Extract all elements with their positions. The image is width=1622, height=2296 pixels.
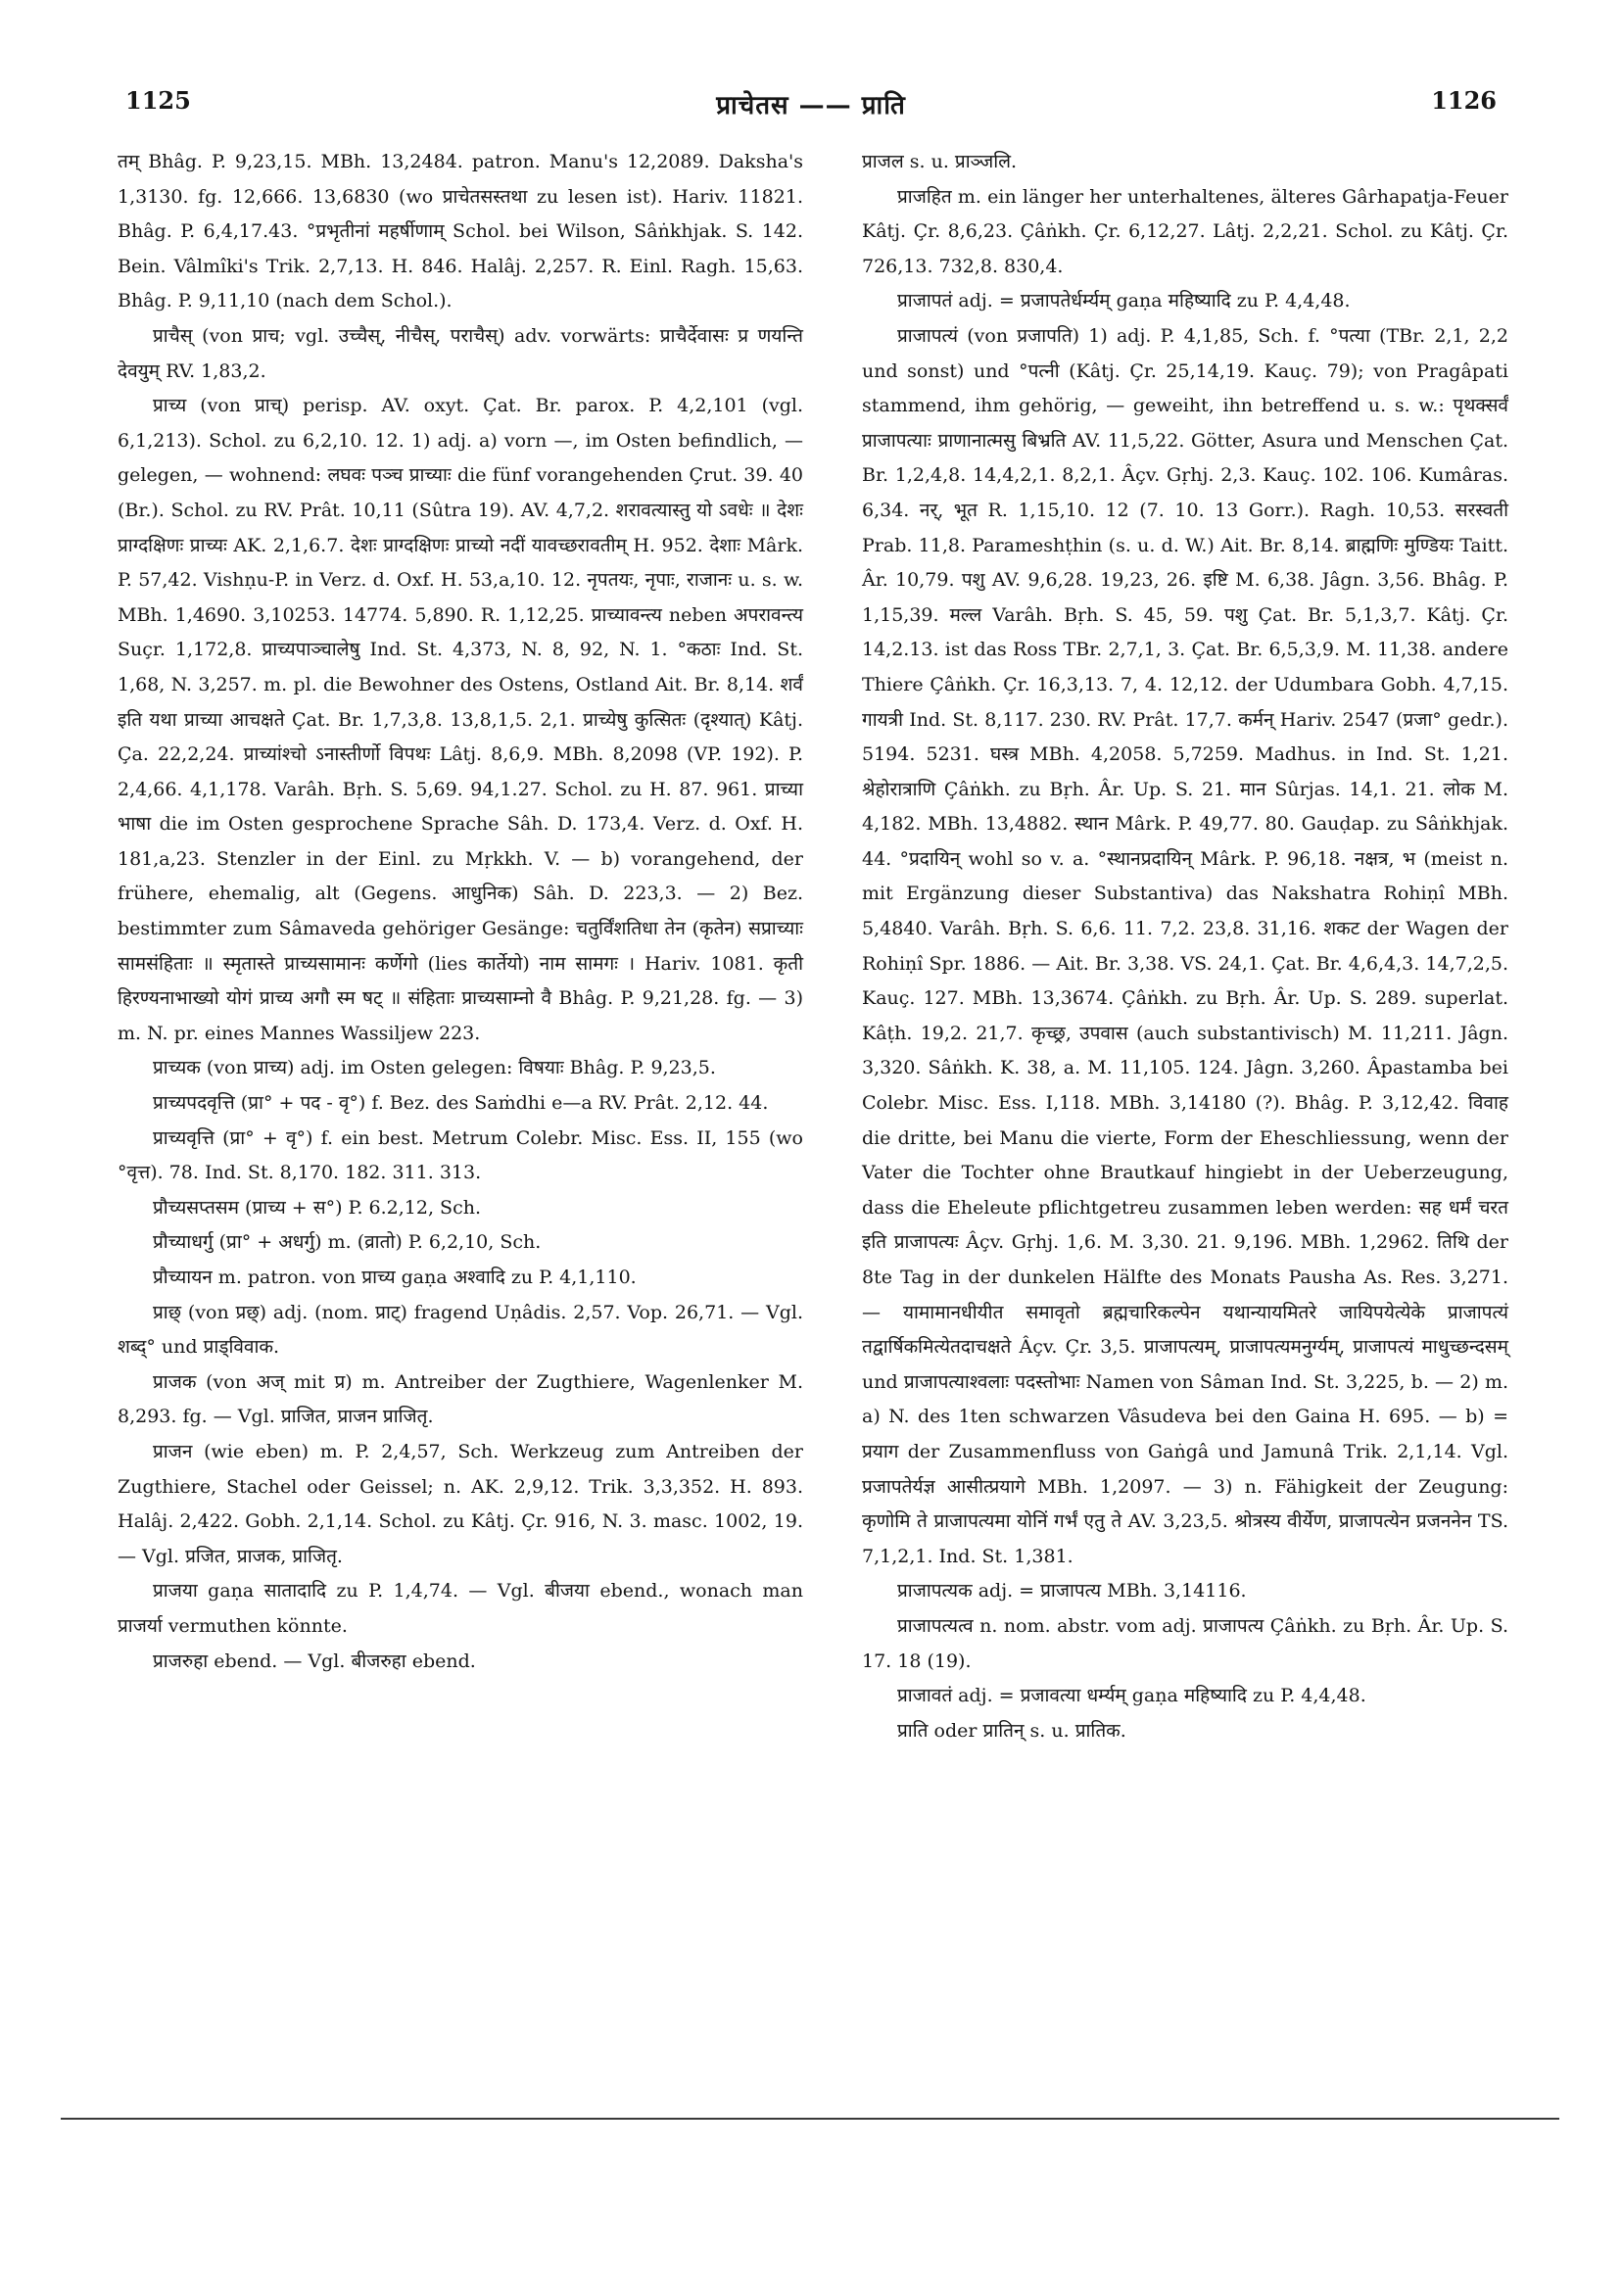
entry-prachais: प्राचैस् (von प्राच; vgl. उच्चैस्, नीचैस्, पराचैस्) adv. vorwärts: प्राचैर्देवासः प्र णयन्ति देवयुम् RV. 1,83,2. <box>118 324 803 382</box>
entry-prachyavritti: प्राच्यवृत्ति (प्रा° + वृ°) f. ein best. Metrum Colebr. Misc. Ess. II, 155 (wo °वृत्त). 78. Ind. St. 8,170. 182. 311. 313. <box>118 1126 803 1184</box>
page-number-left: 1125 <box>125 86 191 115</box>
entry-prajapata: प्राजापतं adj. = प्रजापतेर्धर्म्यम् gaṇa महिष्यादि zu P. 4,4,48. <box>897 290 1351 312</box>
entry-prati: प्राति oder प्रातिन् s. u. प्रातिक. <box>897 1719 1126 1742</box>
entry-prajana: प्राजन (wie eben) m. P. 2,4,57, Sch. Werkzeug zum Antreiben der Zugthiere, Stachel oder Geissel; n. AK. 2,9,12. Trik. 3,3,352. H. 893. Halâj. 2,422. Gobh. 2,1,14. Schol. zu Kâtj. Çr. 916, N. 3. masc. 1002, 19. — Vgl. प्रजित, प्राजक, प्राजितृ. <box>118 1440 803 1567</box>
entry-prach: प्राछ् (von प्रछ्) adj. (nom. प्राट्) fragend Uṇâdis. 2,57. Vop. 26,71. — Vgl. शब्द्° und प्राड्विवाक. <box>118 1301 803 1359</box>
entry-prachyadhargu: प्रौच्याधर्गु (प्रा° + अधर्गु) m. (व्रातो) P. 6,2,10, Sch. <box>153 1231 542 1254</box>
entry-prachyapadavritti: प्राच्यपदवृत्ति (प्रा° + पद - वृ°) f. Bez. des Saṁdhi e—a RV. Prât. 2,12. 44. <box>153 1092 769 1115</box>
right-column <box>862 145 1508 1748</box>
entry-prajaka: प्राजक (von अज् mit प्र) m. Antreiber der Zugthiere, Wagenlenker M. 8,293. fg. — Vgl. प्राजित, प्राजन प्राजितृ. <box>118 1370 803 1428</box>
running-head: प्राचेतस —— प्राति <box>716 91 906 120</box>
entry-prajahita: प्राजहित m. ein länger her unterhaltenes, älteres Gârhapatja-Feuer Kâtj. Çr. 8,6,23. Çâṅkh. Çr. 6,12,27. Lâtj. 2,2,21. Schol. zu Kâtj. Çr. 726,13. 732,8. 830,4. <box>862 185 1508 277</box>
entry-prajapatyatva: प्राजापत्यत्व n. nom. abstr. vom adj. प्राजापत्य Çâṅkh. zu Bṛh. Âr. Up. S. 17. 18 (19). <box>862 1614 1508 1672</box>
bottom-rule <box>61 2118 1559 2120</box>
entry-prachyaka: प्राच्यक (von प्राच्य) adj. im Osten gelegen: विषयाः Bhâg. P. 9,23,5. <box>153 1057 716 1079</box>
entry-prachetasa-cont: तम् Bhâg. P. 9,23,15. MBh. 13,2484. patron. Manu's 12,2089. Daksha's 1,3130. fg. 12,666. 13,6830 (wo प्राचेतसस्तथा zu lesen ist). Hariv. 11821. Bhâg. P. 6,4,17.43. °प्रभृतीनां महर्षीणाम् Schol. bei Wilson, Sâṅkhjak. S. 142. Bein. Vâlmîki's Trik. 2,7,13. H. 846. Halâj. 2,257. R. Einl. Ragh. 15,63. Bhâg. P. 9,11,10 (nach dem Schol.). <box>118 151 803 312</box>
entry-prachyasaptasama: प्रौच्यसप्तसम (प्राच्य + स°) P. 6.2,12, Sch. <box>153 1196 481 1219</box>
entry-prachyayana: प्रौच्यायन m. patron. von प्राच्य gaṇa अश्वादि zu P. 4,1,110. <box>153 1267 637 1288</box>
entry-prajala: प्राजल s. u. प्राञ्जलि. <box>862 151 1018 172</box>
page-number-right: 1126 <box>1431 86 1497 115</box>
entry-prachya: प्राच्य (von प्राच्) perisp. AV. oxyt. Çat. Br. parox. P. 4,2,101 (vgl. 6,1,213). Schol. zu 6,2,10. 12. 1) adj. a) vorn —, im Osten befindlich, — gelegen, — wohnend: लघवः पञ्च प्राच्याः die fünf vorangehenden Çrut. 39. 40 (Br.). Schol. zu RV. Prât. 10,11 (Sûtra 19). AV. 4,7,2. शरावत्यास्तु यो ऽवधेः ॥ देशः प्राग्दक्षिणः प्राच्यः AK. 2,1,6.7. देशः प्राग्दक्षिणः प्राच्यो नदीं यावच्छरावतीम् H. 952. देशाः Mârk. P. 57,42. Vishṇu-P. in Verz. d. Oxf. H. 53,a,10. 12. नृपतयः, नृपाः, राजानः u. s. w. MBh. 1,4690. 3,10253. 14774. 5,890. R. 1,12,25. प्राच्यावन्त्य neben अपरावन्त्य Suçr. 1,172,8. प्राच्यपाञ्चालेषु Ind. St. 4,373, N. 8, 92, N. 1. °कठाः Ind. St. 1,68, N. 3,257. m. pl. die Bewohner des Ostens, Ostland Ait. Br. 8,14. शर्वं इति यथा प्राच्या आचक्षते Çat. Br. 1,7,3,8. 13,8,1,5. 2,1. प्राच्येषु कुत्सितः (दृश्यात्) Kâtj. Ça. 22,2,24. प्राच्यांश्चो ऽनास्तीर्णो विपथः Lâtj. 8,6,9. MBh. 8,2098 (VP. 192). P. 2,4,66. 4,1,178. Varâh. Bṛh. S. 5,69. 94,1.27. Schol. zu H. 87. 961. प्राच्या भाषा die im Osten gesprochene Sprache Sâh. D. 173,4. Verz. d. Oxf. H. 181,a,23. Stenzler in der Einl. zu Mṛkkh. V. — b) vorangehend, der frühere, ehemalig, alt (Gegens. आधुनिक) Sâh. D. 223,3. — 2) Bez. bestimmter zum Sâmaveda gehöriger Gesänge: चतुर्विंशतिधा तेन (कृतेन) सप्राच्याः सामसंहिताः ॥ स्मृतास्ते प्राच्यसामानः कर्णेगो (lies कार्तेयो) नाम सामगः । Hariv. 1081. कृती हिरण्यनाभाख्यो योगं प्राच्य अगौ स्म षट् ॥ संहिताः प्राच्यसाम्नो वै Bhâg. P. 9,21,28. fg. — 3) m. N. pr. eines Mannes Wassiljew 223. <box>118 395 803 1044</box>
entry-prajapatya: प्राजापत्यं (von प्रजापति) 1) adj. P. 4,1,85, Sch. f. °पत्या (TBr. 2,1, 2,2 und sonst) und °पत्नी (Kâtj. Çr. 25,14,19. Kauç. 79); von Pragâpati stammend, ihm gehörig, — geweiht, ihn betreffend u. s. w.: पृथक्सर्वं प्राजापत्याः प्राणानात्मसु बिभ्रति AV. 11,5,22. Götter, Asura und Menschen Çat. Br. 1,2,4,8. 14,4,2,1. 8,2,1. Âçv. Gṛhj. 2,3. Kauç. 102. 106. Kumâras. 6,34. नर्, भूत R. 1,15,10. 12 (7. 10. 13 Gorr.). Ragh. 10,53. सरस्वती Prab. 11,8. Parameshṭhin (s. u. d. W.) Ait. Br. 8,14. ब्राह्मणिः मुण्डियः Taitt. Âr. 10,79. पशु AV. 9,6,28. 19,23, 26. इष्टि M. 6,38. Jâgn. 3,56. Bhâg. P. 1,15,39. मल्ल Varâh. Bṛh. S. 45, 59. पशु Çat. Br. 5,1,3,7. Kâtj. Çr. 14,2.13. ist das Ross TBr. 2,7,1, 3. Çat. Br. 6,5,3,9. M. 11,38. andere Thiere Çâṅkh. Çr. 16,3,13. 7, 4. 12,12. der Udumbara Gobh. 4,7,15. गायत्री Ind. St. 8,117. 230. RV. Prât. 17,7. कर्मन् Hariv. 2547 (प्रजा° gedr.). 5194. 5231. घस्त्र MBh. 4,2058. 5,7259. Madhus. in Ind. St. 1,21. श्रेहोरात्राणि Çâṅkh. zu Bṛh. Âr. Up. S. 21. मान Sûrjas. 14,1. 21. लोक M. 4,182. MBh. 13,4882. स्थान Mârk. P. 49,77. 80. Gauḍap. zu Sâṅkhjak. 44. °प्रदायिन् wohl so v. a. °स्थानप्रदायिन् Mârk. P. 96,18. नक्षत्र, भ (meist n. mit Ergänzung dieser Substantiva) das Nakshatra Rohiṇî MBh. 5,4840. Varâh. Bṛh. S. 6,6. 11. 7,2. 23,8. 31,16. शकट der Wagen der Rohiṇî Spr. 1886. — Ait. Br. 3,38. VS. 24,1. Çat. Br. 4,6,4,3. 14,7,2,5. Kauç. 127. MBh. 13,3674. Çâṅkh. zu Bṛh. Âr. Up. S. 289. superlat. Kâṭh. 19,2. 21,7. कृच्छ्र, उपवास (auch substantivisch) M. 11,211. Jâgn. 3,320. Sâṅkh. K. 38, a. M. 11,105. 124. Jâgn. 3,260. Âpastamba bei Colebr. Misc. Ess. I,118. MBh. 3,14180 (?). Bhâg. P. 3,12,42. विवाह die dritte, bei Manu die vierte, Form der Eheschliessung, wenn der Vater die Tochter ohne Brautkauf hingiebt in der Ueberzeugung, dass die Eheleute pflichtgetreu zusammen leben werden: सह धर्मं चरत इति प्राजापत्यः Âçv. Gṛhj. 1,6. M. 3,30. 21. 9,196. MBh. 1,2962. तिथि der 8te Tag in der dunkelen Hälfte des Monats Pausha As. Res. 3,271. — यामामानधीयीत समावृतो ब्रह्मचारिकल्पेन यथान्यायमितरे जायिपयेत्येके प्राजापत्यं तद्वार्षिकमित्येतदाचक्षते Âçv. Çr. 3,5. प्राजापत्यम्, प्राजापत्यमनुर्ग्यम्, प्राजापत्यं माधुच्छन्दसम् und प्राजापत्याश्वलाः पदस्तोभाः Namen von Sâman Ind. St. 3,225, b. — 2) m. a) N. des 1ten schwarzen Vâsudeva bei den Gaina H. 695. — b) = प्रयाग der Zusammenfluss von Gaṅgâ und Jamunâ Trik. 2,1,14. Vgl. प्रजापतेर्यज्ञ आसीत्प्रयागे MBh. 1,2097. — 3) n. Fähigkeit der Zeugung: कृणोमि ते प्राजापत्यमा योनिं गर्भं एतु ते AV. 3,23,5. श्रोत्रस्य वीर्येण, प्राजापत्येन प्रजननेन TS. 7,1,2,1. Ind. St. 1,381. <box>862 324 1508 1567</box>
entry-prajapatyaka: प्राजापत्यक adj. = प्राजापत्य MBh. 3,14116. <box>897 1580 1247 1602</box>
entry-prajaya: प्राजया gaṇa सातादादि zu P. 1,4,74. — Vgl. बीजया ebend., wonach man प्राजर्या vermuthen könnte. <box>118 1580 803 1637</box>
entry-prajavata: प्राजावतं adj. = प्रजावत्या धर्म्यम् gaṇa महिष्यादि zu P. 4,4,48. <box>897 1685 1366 1707</box>
entry-prajaruha: प्राजरुहा ebend. — Vgl. बीजरुहा ebend. <box>153 1650 476 1672</box>
left-column <box>118 145 803 1679</box>
